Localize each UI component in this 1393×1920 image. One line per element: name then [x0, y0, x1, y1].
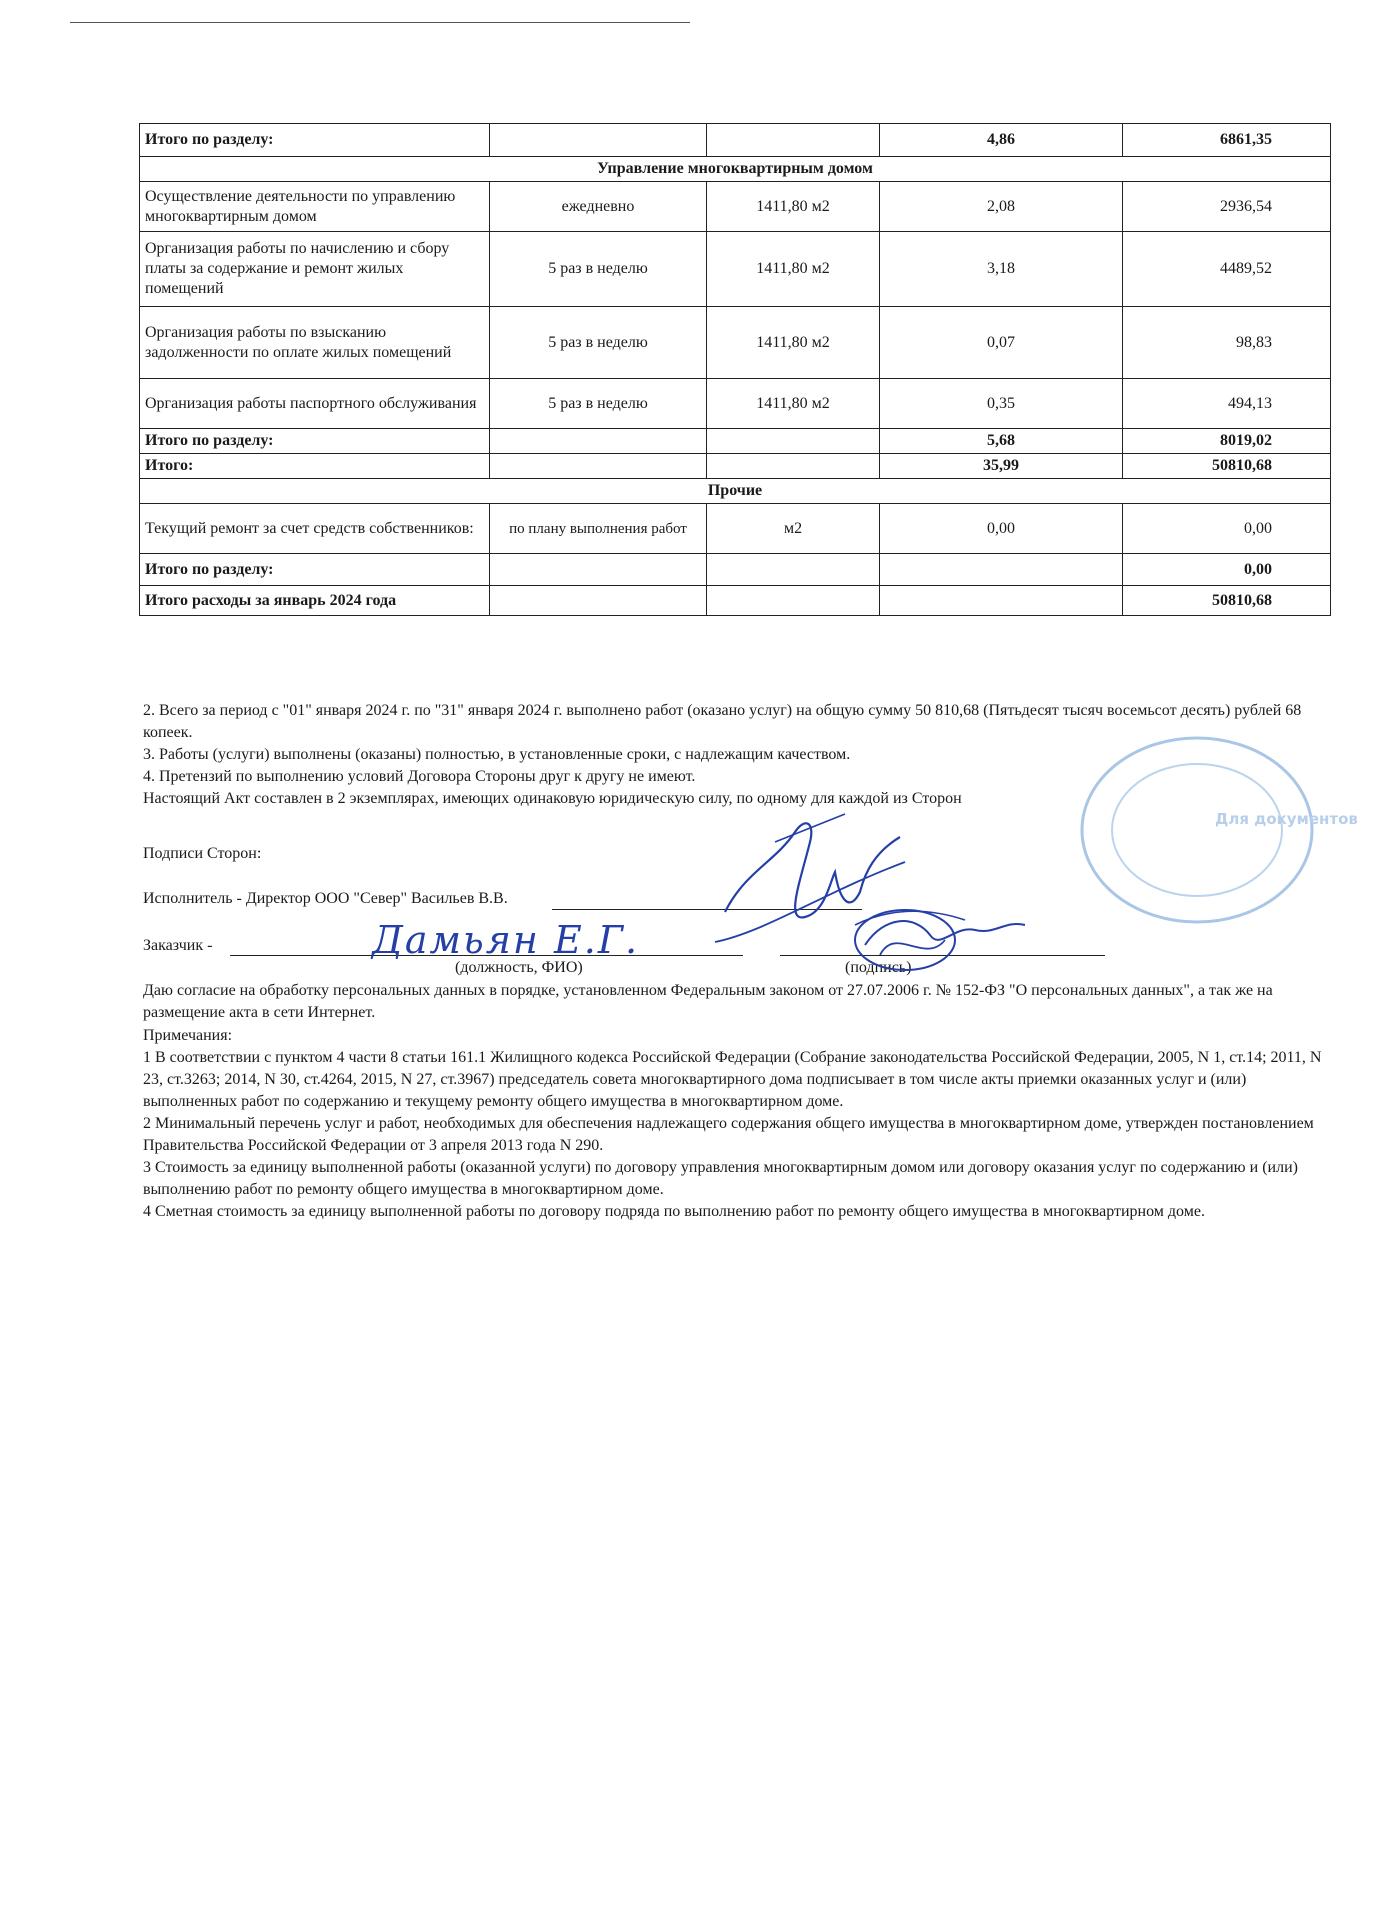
paragraph-claims: 4. Претензий по выполнению условий Договора Стороны друг к другу не имеют. [143, 768, 696, 785]
top-rule [70, 22, 690, 23]
paragraph-total: 2. Всего за период с "01" января 2024 г. по "31" января 2024 г. выполнено работ (оказано услуг) на общую сумму 50 810,68 (Пятьдесят тысяч восемьсот десять) рублей 68 копеек. [143, 702, 1302, 741]
row-area [707, 124, 880, 157]
table-row [140, 307, 1331, 379]
row-area: м2 [707, 504, 880, 554]
row-description: Итого по разделу: [140, 554, 490, 586]
customer-signature [835, 885, 1030, 985]
table-section-row [140, 157, 1331, 182]
row-area: 1411,80 м2 [707, 379, 880, 429]
notes [143, 1025, 1333, 1223]
row-frequency: ежедневно [490, 182, 707, 232]
row-area [707, 429, 880, 454]
row-frequency: 5 раз в неделю [490, 379, 707, 429]
row-sum: 6861,35 [1123, 124, 1331, 157]
consent-text: Даю согласие на обработку персональных данных в порядке, установленном Федеральным законом от 27.07.2006 г. № 152-ФЗ "О персональных данных", а так же на размещение акта в сети Интернет. [143, 982, 1273, 1021]
stamp-text: Для документов [1215, 810, 1358, 828]
services-table [139, 123, 1331, 616]
row-area: 1411,80 м2 [707, 232, 880, 307]
section-title: Прочие [140, 479, 1331, 504]
row-sum: 494,13 [1123, 379, 1331, 429]
row-frequency [490, 554, 707, 586]
row-frequency: 5 раз в неделю [490, 232, 707, 307]
row-sum: 8019,02 [1123, 429, 1331, 454]
row-rate: 4,86 [880, 124, 1123, 157]
row-description: Организация работы паспортного обслуживания [140, 379, 490, 429]
table-row [140, 504, 1331, 554]
row-rate: 0,35 [880, 379, 1123, 429]
signatures-heading: Подписи Сторон: [143, 845, 262, 862]
row-frequency [490, 586, 707, 616]
row-description: Осуществление деятельности по управлению многоквартирным домом [140, 182, 490, 232]
table-row [140, 232, 1331, 307]
executor-label: Исполнитель - Директор ООО "Север" Васильев В.В. [143, 890, 508, 907]
row-area [707, 554, 880, 586]
row-area [707, 454, 880, 479]
customer-handwritten-name: Дамьян Е.Г. [372, 918, 640, 962]
row-description: Итого: [140, 454, 490, 479]
row-frequency [490, 454, 707, 479]
row-area [707, 586, 880, 616]
row-frequency [490, 124, 707, 157]
row-rate: 3,18 [880, 232, 1123, 307]
note-item: 3 Стоимость за единицу выполненной работы (оказанной услуги) по договору управления многоквартирным домом или договору оказания услуг по содержанию и (или) выполнению работ по ремонту общего имущества в многоквартирном доме. [143, 1159, 1298, 1198]
row-description: Организация работы по начислению и сбору платы за содержание и ремонт жилых помещений [140, 232, 490, 307]
row-sum: 0,00 [1123, 554, 1331, 586]
row-rate: 5,68 [880, 429, 1123, 454]
table-row [140, 124, 1331, 157]
row-area: 1411,80 м2 [707, 307, 880, 379]
table-row [140, 586, 1331, 616]
paragraph-completion: 3. Работы (услуги) выполнены (оказаны) полностью, в установленные сроки, с надлежащим качеством. [143, 746, 851, 763]
notes-heading: Примечания: [143, 1027, 233, 1044]
customer-label: Заказчик - [143, 937, 213, 954]
organization-stamp [1075, 730, 1358, 930]
row-sum: 4489,52 [1123, 232, 1331, 307]
table-row [140, 182, 1331, 232]
row-rate: 2,08 [880, 182, 1123, 232]
caption-signature: (подпись) [845, 959, 912, 976]
row-description: Текущий ремонт за счет средств собственников: [140, 504, 490, 554]
caption-position: (должность, ФИО) [455, 959, 583, 976]
note-item: 1 В соответствии с пунктом 4 части 8 статьи 161.1 Жилищного кодекса Российской Федерации (Собрание законодательства Российской Федерации, 2005, N 1, ст.14; 2011, N 23, ст.3263; 2014, N 30, ст.4264, 2015, N 27, ст.3967) председатель совета многоквартирного дома подписывает в том числе акты приемки оказанных услуг и (или) выполненных работ по содержанию и текущему ремонту общего имущества в многоквартирном доме. [143, 1049, 1322, 1110]
note-item: 2 Минимальный перечень услуг и работ, необходимых для обеспечения надлежащего содержания общего имущества в многоквартирном доме, утвержден постановлением Правительства Российской Федерации от 3 апреля 2013 года N 290. [143, 1115, 1314, 1154]
row-sum: 0,00 [1123, 504, 1331, 554]
row-rate [880, 586, 1123, 616]
paragraph-copies: Настоящий Акт составлен в 2 экземплярах, имеющих одинаковую юридическую силу, по одному для каждой из Сторон [143, 790, 962, 807]
row-rate: 35,99 [880, 454, 1123, 479]
row-sum: 2936,54 [1123, 182, 1331, 232]
table-section-row [140, 479, 1331, 504]
row-rate: 0,07 [880, 307, 1123, 379]
row-sum: 98,83 [1123, 307, 1331, 379]
table-row [140, 454, 1331, 479]
row-frequency: по плану выполнения работ [490, 504, 707, 554]
row-description: Организация работы по взысканию задолженности по оплате жилых помещений [140, 307, 490, 379]
table-row [140, 429, 1331, 454]
note-item: 4 Сметная стоимость за единицу выполненной работы по договору подряда по выполнению работ по ремонту общего имущества в многоквартирном доме. [143, 1203, 1205, 1220]
section-title: Управление многоквартирным домом [140, 157, 1331, 182]
row-description: Итого по разделу: [140, 429, 490, 454]
row-sum: 50810,68 [1123, 586, 1331, 616]
table-row [140, 554, 1331, 586]
row-sum: 50810,68 [1123, 454, 1331, 479]
row-description: Итого расходы за январь 2024 года [140, 586, 490, 616]
row-rate [880, 554, 1123, 586]
row-rate: 0,00 [880, 504, 1123, 554]
row-description: Итого по разделу: [140, 124, 490, 157]
row-frequency: 5 раз в неделю [490, 307, 707, 379]
row-area: 1411,80 м2 [707, 182, 880, 232]
row-frequency [490, 429, 707, 454]
table-row [140, 379, 1331, 429]
